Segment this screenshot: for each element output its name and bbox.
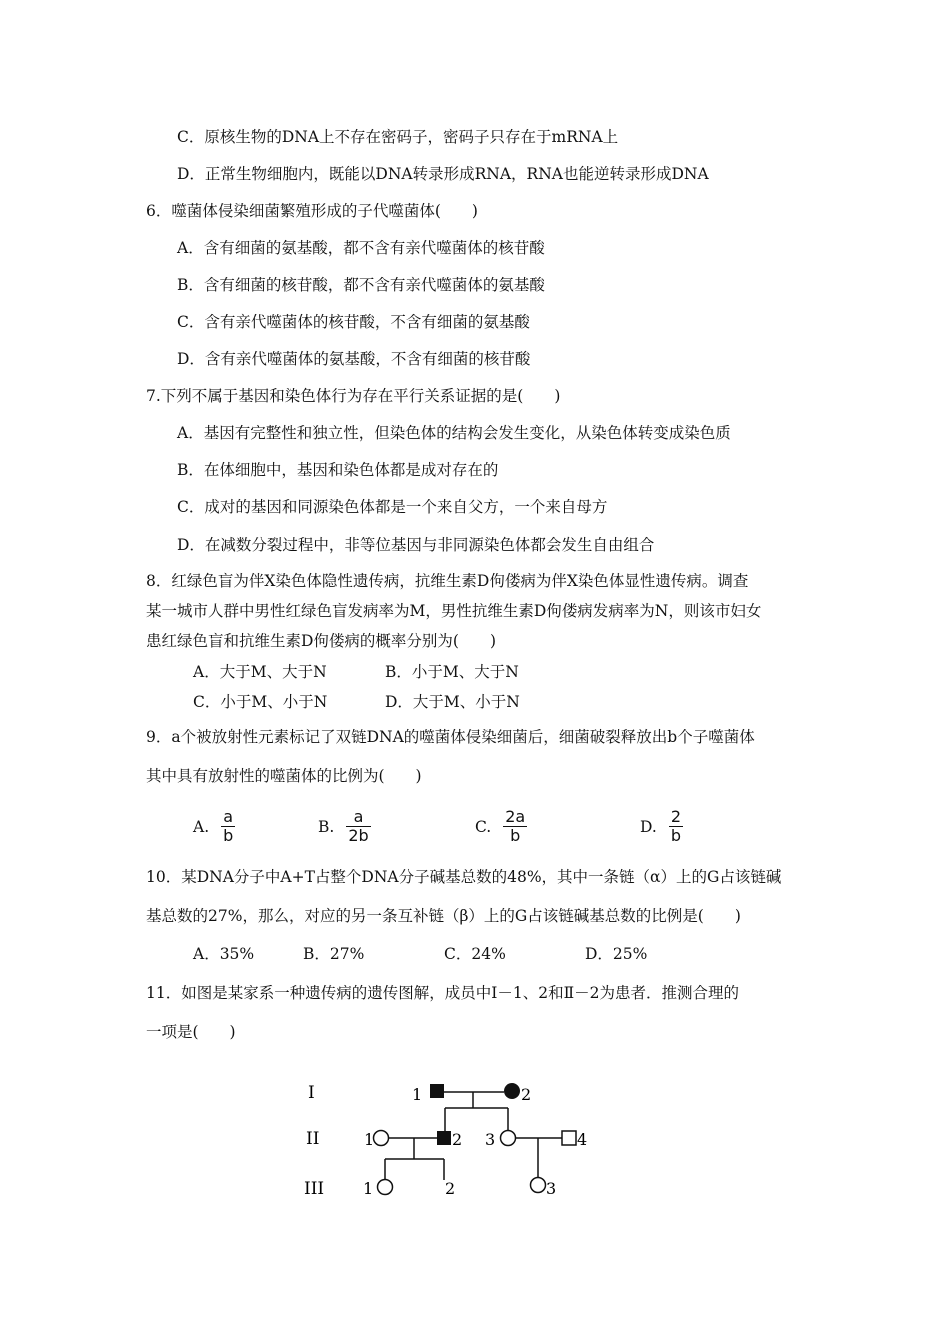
fraction — [346, 808, 370, 845]
q10-option-d: D．25% — [585, 945, 648, 963]
num-ii2: 2 — [452, 1130, 463, 1149]
option-label: A. — [193, 817, 210, 836]
q9-stem-line1: 9．a个被放射性元素标记了双链DNA的噬菌体侵染细菌后，细菌破裂释放出b个子噬菌体 — [146, 728, 755, 746]
q6-option-b: B．含有细菌的核苷酸，都不含有亲代噬菌体的氨基酸 — [177, 276, 545, 294]
pedigree-chart — [290, 1070, 610, 1210]
num-i1: 1 — [412, 1085, 423, 1104]
q10-option-a: A．35% — [193, 945, 255, 963]
gen-label-1: I — [308, 1083, 315, 1103]
num-ii3: 3 — [485, 1130, 496, 1149]
gen2-male-affected — [437, 1131, 451, 1145]
option-label: B. — [318, 817, 335, 836]
num-i2: 2 — [521, 1085, 532, 1104]
q6-option-a: A．含有细菌的氨基酸，都不含有亲代噬菌体的核苷酸 — [177, 239, 545, 257]
fraction — [669, 808, 683, 845]
q7-option-a: A．基因有完整性和独立性，但染色体的结构会发生变化，从染色体转变成染色质 — [177, 424, 731, 442]
q11-stem-line1: 11．如图是某家系一种遗传病的遗传图解，成员中Ⅰ－1、2和Ⅱ－2为患者．推测合理的 — [146, 984, 739, 1002]
q9-option-c — [475, 808, 527, 845]
gen2-female-1 — [374, 1131, 389, 1146]
gen1-male-affected — [430, 1084, 444, 1098]
q11-stem-line2: 一项是( ) — [146, 1023, 236, 1041]
denominator: 2b — [348, 826, 369, 845]
num-iii1: 1 — [363, 1179, 374, 1198]
q9-option-b — [318, 808, 371, 845]
fraction — [221, 808, 235, 845]
denominator: b — [510, 826, 521, 845]
option-label: C. — [475, 817, 492, 836]
num-iii3: 3 — [546, 1179, 557, 1198]
numerator: a — [353, 807, 364, 826]
gen-label-2: II — [306, 1129, 320, 1149]
q6-option-c: C．含有亲代噬菌体的核苷酸，不含有细菌的氨基酸 — [177, 313, 530, 331]
q7-stem: 7.下列不属于基因和染色体行为存在平行关系证据的是( ) — [146, 387, 561, 405]
q9-stem-line2: 其中具有放射性的噬菌体的比例为( ) — [146, 767, 422, 785]
q8-option-c: C．小于M、小于N — [193, 693, 328, 711]
gen-label-3: III — [304, 1179, 325, 1199]
fraction — [503, 808, 527, 845]
gen3-female-1 — [378, 1180, 393, 1195]
q10-option-c: C．24% — [444, 945, 506, 963]
q7-option-b: B．在体细胞中，基因和染色体都是成对存在的 — [177, 461, 499, 479]
gen3-female-3 — [531, 1178, 546, 1193]
q9-option-d — [640, 808, 683, 845]
q7-option-c: C．成对的基因和同源染色体都是一个来自父方，一个来自母方 — [177, 498, 608, 516]
q8-option-a: A．大于M、大于N — [193, 663, 327, 681]
q5-option-d: D．正常生物细胞内，既能以DNA转录形成RNA，RNA也能逆转录形成DNA — [177, 165, 709, 183]
q8-stem-line1: 8．红绿色盲为伴X染色体隐性遗传病，抗维生素D佝偻病为伴X染色体显性遗传病。调查 — [146, 572, 749, 590]
numerator: 2a — [505, 807, 526, 826]
num-ii1: 1 — [364, 1130, 375, 1149]
denominator: b — [223, 826, 234, 845]
q8-stem-line3: 患红绿色盲和抗维生素D佝偻病的概率分别为( ) — [146, 632, 497, 650]
num-iii2: 2 — [445, 1179, 456, 1198]
q10-stem-line1: 10．某DNA分子中A+T占整个DNA分子碱基总数的48%，其中一条链（α）上的G占该链碱 — [146, 868, 782, 886]
option-label: D. — [640, 817, 657, 836]
q7-option-d: D．在减数分裂过程中，非等位基因与非同源染色体都会发生自由组合 — [177, 536, 655, 554]
q5-option-c: C．原核生物的DNA上不存在密码子，密码子只存在于mRNA上 — [177, 128, 619, 146]
gen2-female-3 — [501, 1131, 516, 1146]
q6-stem: 6．噬菌体侵染细菌繁殖形成的子代噬菌体( ) — [146, 202, 478, 220]
gen1-female-affected — [504, 1083, 520, 1099]
gen2-male-4 — [562, 1131, 576, 1145]
q8-stem-line2: 某一城市人群中男性红绿色盲发病率为M，男性抗维生素D佝偻病发病率为N，则该市妇女 — [146, 602, 762, 620]
q10-stem-line2: 基总数的27%，那么，对应的另一条互补链（β）上的G占该链碱基总数的比例是( ) — [146, 907, 741, 925]
denominator: b — [670, 826, 681, 845]
q6-option-d: D．含有亲代噬菌体的氨基酸，不含有细菌的核苷酸 — [177, 350, 531, 368]
q10-option-b: B．27% — [303, 945, 365, 963]
num-ii4: 4 — [577, 1130, 588, 1149]
q9-option-a — [193, 808, 235, 845]
numerator: 2 — [670, 807, 681, 826]
q8-option-b: B．小于M、大于N — [385, 663, 519, 681]
q8-option-d: D．大于M、小于N — [385, 693, 520, 711]
numerator: a — [223, 807, 234, 826]
